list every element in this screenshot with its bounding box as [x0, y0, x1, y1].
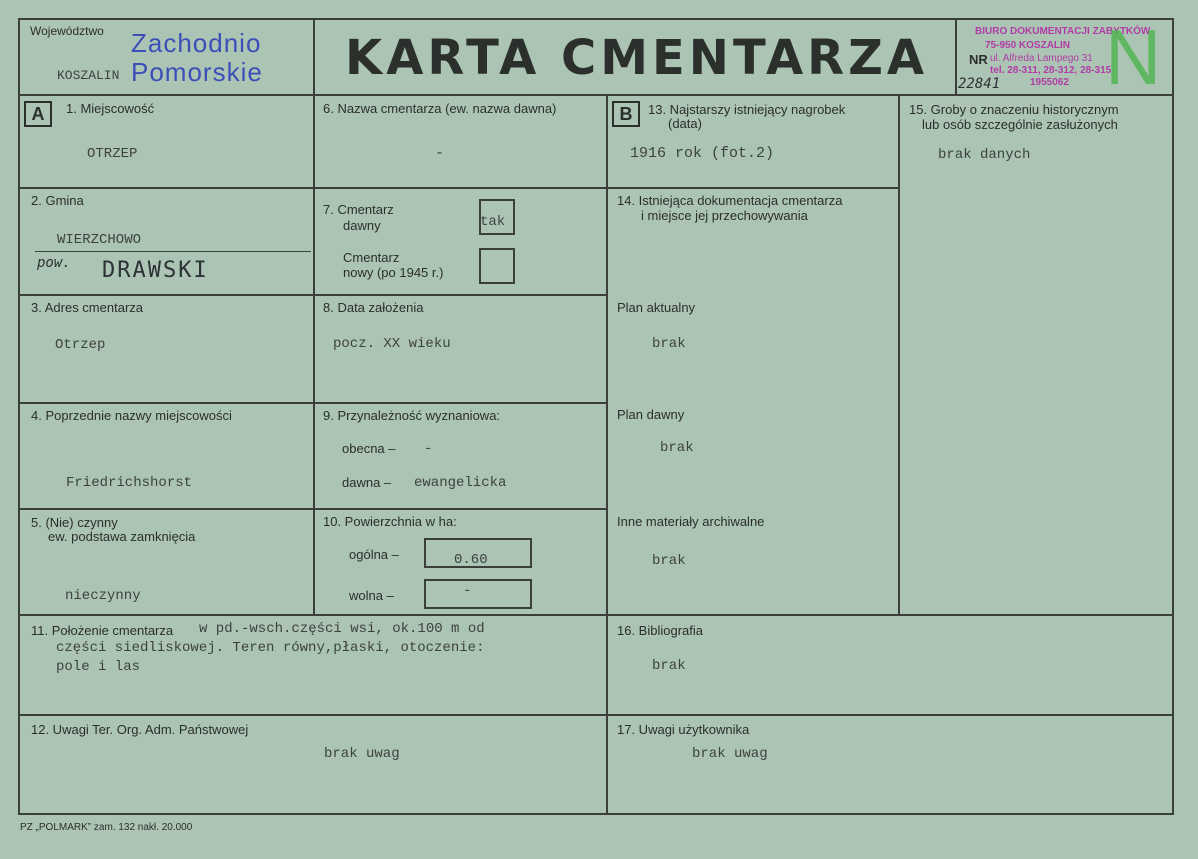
field-7-nowy-label-2: nowy (po 1945 r.) — [343, 265, 444, 280]
field-17-label: 17. Uwagi użytkownika — [617, 722, 750, 737]
field-8-label: 8. Data założenia — [323, 300, 424, 315]
wolna-box — [424, 579, 532, 609]
wojewodztwo-label: Województwo — [30, 24, 104, 38]
field-3-label: 3. Adres cmentarza — [31, 300, 143, 315]
field-11-line-1: w pd.-wsch.części wsi, ok.100 m od — [199, 621, 485, 637]
field-12-label: 12. Uwagi Ter. Org. Adm. Państwowej — [31, 722, 249, 737]
field-15-value: brak danych — [938, 147, 1031, 163]
field-8-value: pocz. XX wieku — [333, 336, 451, 352]
field-4-value: Friedrichshorst — [66, 475, 193, 491]
powiat-value: DRAWSKI — [102, 258, 209, 283]
field-6-value: - — [435, 145, 445, 162]
divider — [955, 18, 957, 95]
dawna-value: ewangelicka — [414, 475, 507, 491]
field-16-label: 16. Bibliografia — [617, 623, 703, 638]
ogolna-label: ogólna – — [349, 547, 399, 562]
field-5-label-1: 5. (Nie) czynny — [31, 515, 118, 530]
wojewodztwo-value: KOSZALIN — [57, 68, 120, 83]
category-letter-stamp: N — [1105, 13, 1162, 101]
field-14-label-1: 14. Istniejąca dokumentacja cmentarza — [617, 193, 843, 208]
field-11-line-2: części siedliskowej. Teren równy,płaski, otoczenie: — [56, 640, 485, 656]
wojewodztwo-stamp-line1: Zachodnio — [131, 28, 262, 58]
field-15-label-2: lub osób szczególnie zasłużonych — [922, 117, 1118, 132]
section-a-marker: A — [24, 101, 52, 127]
divider — [608, 187, 898, 189]
field-11-line-3: pole i las — [56, 659, 141, 675]
plan-aktualny-value: brak — [652, 336, 686, 352]
nr-value: 22841 — [958, 76, 1001, 92]
institution-stamp-line5: 1955062 — [1030, 77, 1069, 88]
field-4-label: 4. Poprzednie nazwy miejscowości — [31, 408, 232, 423]
nowy-checkbox — [479, 248, 515, 284]
field-13-label-2: (data) — [668, 116, 702, 131]
printer-footer: PZ „POLMARK” zam. 132 nakł. 20.000 — [20, 822, 193, 833]
powiat-label: pow. — [37, 255, 71, 271]
field-14-label-2: i miejsce jej przechowywania — [641, 208, 808, 223]
dawna-label: dawna – — [342, 475, 392, 490]
field-1-label: 1. Miejscowość — [66, 101, 155, 116]
section-b-marker: B — [612, 101, 640, 127]
field-13-value: 1916 rok (fot.2) — [630, 145, 775, 162]
field-1-value: OTRZEP — [87, 146, 138, 162]
obecna-value: - — [424, 441, 433, 457]
divider — [18, 614, 1174, 616]
institution-stamp-line2: 75-950 KOSZALIN — [985, 40, 1071, 51]
divider — [18, 94, 1174, 96]
field-12-value: brak uwag — [324, 746, 400, 762]
dawny-checkbox-value: tak — [480, 214, 506, 230]
divider — [18, 714, 1174, 716]
nr-label: NR — [969, 52, 988, 67]
divider — [898, 94, 900, 615]
field-13-label-1: 13. Najstarszy istniejący nagrobek — [648, 102, 846, 117]
field-17-value: brak uwag — [692, 746, 768, 762]
field-5-value: nieczynny — [65, 588, 141, 604]
field-6-label: 6. Nazwa cmentarza (ew. nazwa dawna) — [323, 101, 557, 116]
card-title: KARTA CMENTARZA — [345, 30, 929, 86]
field-5-label-2: ew. podstawa zamknięcia — [48, 529, 196, 544]
field-16-value: brak — [652, 658, 686, 674]
institution-stamp-line4: tel. 28-311, 28-312, 28-315 — [990, 65, 1112, 76]
field-7-nowy-label-1: Cmentarz — [343, 250, 400, 265]
wolna-label: wolna – — [349, 588, 394, 603]
divider — [313, 18, 315, 615]
inne-materialy-label: Inne materiały archiwalne — [617, 514, 765, 529]
inne-materialy-value: brak — [652, 553, 686, 569]
plan-dawny-value: brak — [660, 440, 694, 456]
wojewodztwo-stamp-line2: Pomorskie — [131, 57, 263, 87]
plan-aktualny-label: Plan aktualny — [617, 300, 696, 315]
field-2-label: 2. Gmina — [31, 193, 84, 208]
wolna-value: - — [463, 583, 472, 599]
field-10-label: 10. Powierzchnia w ha: — [323, 514, 457, 529]
institution-stamp-line3: ul. Alfreda Lampego 31 — [990, 53, 1093, 64]
divider — [606, 94, 608, 815]
ogolna-value: 0.60 — [454, 552, 488, 568]
plan-dawny-label: Plan dawny — [617, 407, 685, 422]
field-3-value: Otrzep — [55, 337, 106, 353]
gmina-underline — [35, 251, 311, 252]
institution-stamp-line1: BIURO DOKUMENTACJI ZABYTKÓW — [975, 26, 1151, 37]
field-2-value: WIERZCHOWO — [57, 232, 142, 248]
field-7-dawny-label-1: 7. Cmentarz — [323, 202, 394, 217]
obecna-label: obecna – — [342, 441, 396, 456]
field-15-label-1: 15. Groby o znaczeniu historycznym — [909, 102, 1119, 117]
field-7-dawny-label-2: dawny — [343, 218, 381, 233]
field-11-label: 11. Położenie cmentarza — [31, 623, 174, 638]
field-9-label: 9. Przynależność wyznaniowa: — [323, 408, 501, 423]
